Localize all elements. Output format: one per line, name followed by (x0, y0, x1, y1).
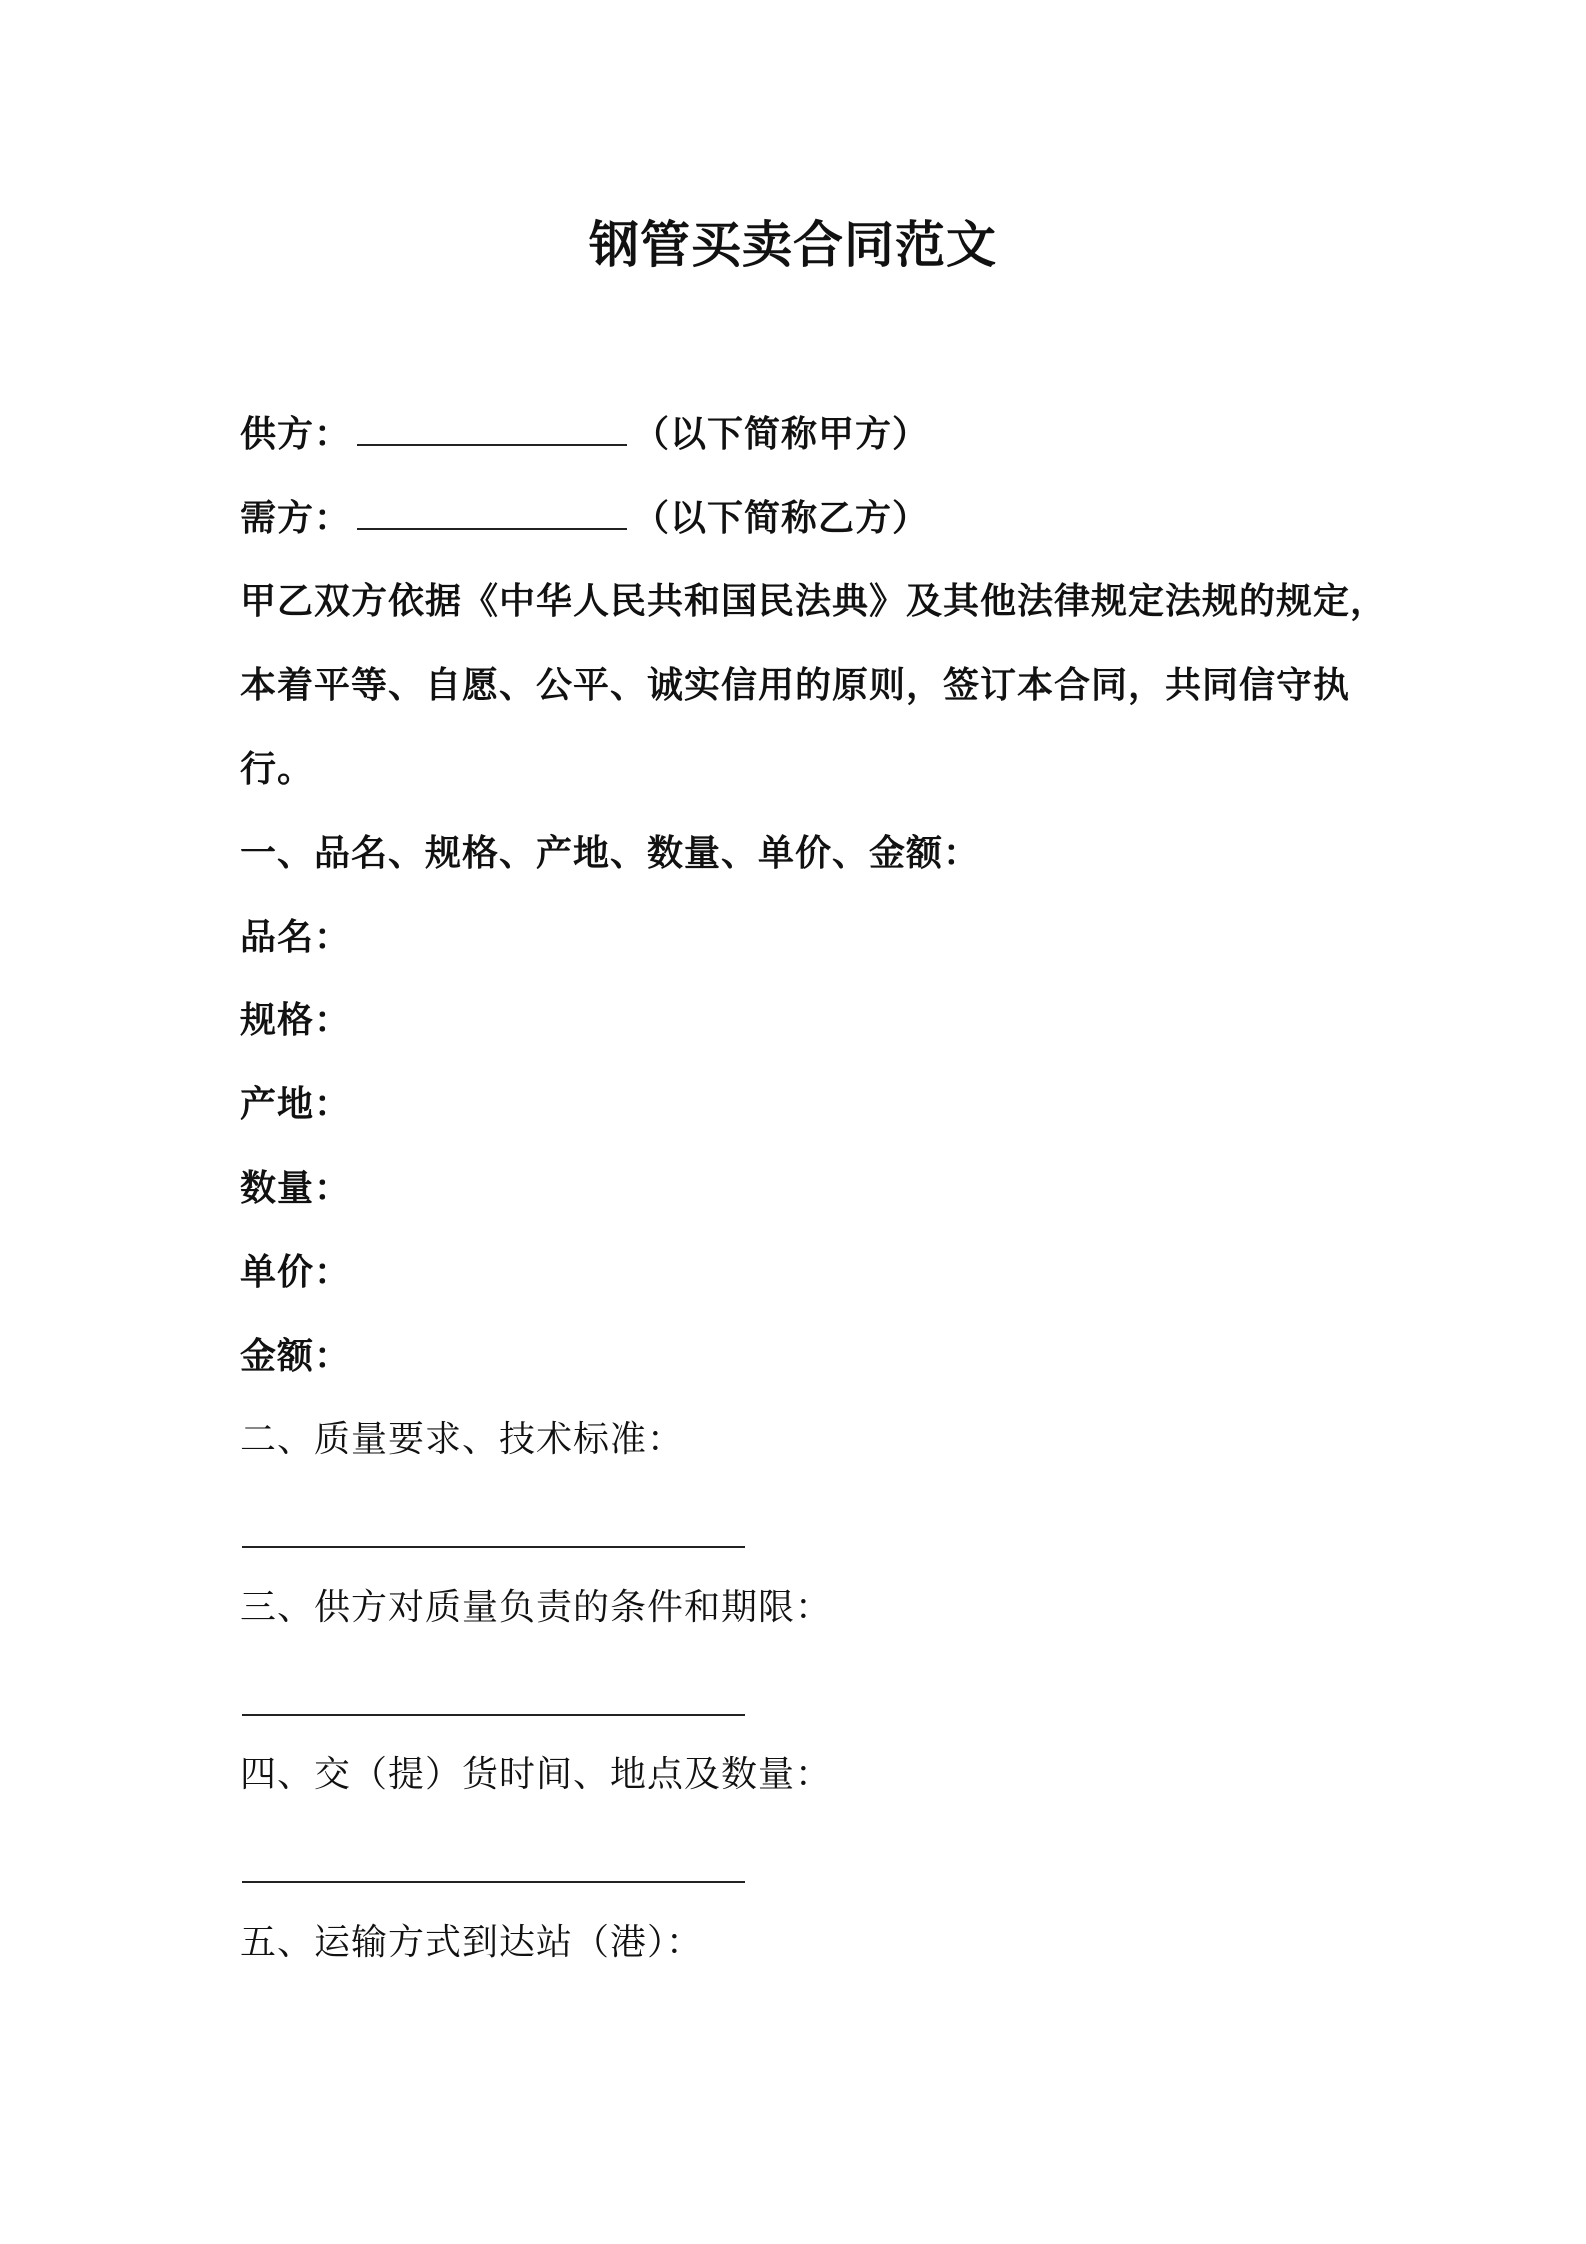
field-unit-price: 单价： (240, 1252, 352, 1293)
section-4-blank-line (242, 1881, 745, 1883)
field-name: 品名： (240, 917, 352, 958)
section-1-heading: 一、品名、规格、产地、数量、单价、金额： (240, 833, 981, 874)
buyer-line (240, 491, 929, 547)
field-amount: 金额： (240, 1336, 352, 1377)
section-3-heading: 三、供方对质量负责的条件和期限： (240, 1587, 833, 1628)
intro-line-3: 行。 (240, 749, 315, 790)
field-quantity: 数量： (240, 1168, 352, 1209)
section-2-heading: 二、质量要求、技术标准： (240, 1419, 685, 1460)
field-origin: 产地： (240, 1084, 352, 1125)
supplier-line (240, 407, 929, 463)
buyer-label: 需方： (240, 498, 352, 539)
document-title: 钢管买卖合同范文 (589, 216, 997, 274)
section-4-heading: 四、交（提）货时间、地点及数量： (240, 1754, 833, 1795)
supplier-suffix: （以下简称甲方） (633, 414, 930, 455)
buyer-suffix: （以下简称乙方） (633, 498, 930, 539)
supplier-label: 供方： (240, 414, 352, 455)
intro-line-1: 甲乙双方依据《中华人民共和国民法典》及其他法律规定法规的规定， (240, 581, 1388, 622)
supplier-blank (357, 414, 627, 446)
section-2-blank-line (242, 1546, 745, 1548)
section-3-blank-line (242, 1714, 745, 1716)
intro-line-2: 本着平等、自愿、公平、诚实信用的原则，签订本合同，共同信守执 (240, 665, 1351, 706)
field-spec: 规格： (240, 1000, 352, 1041)
buyer-blank (357, 498, 627, 530)
section-5-heading: 五、运输方式到达站（港）： (240, 1922, 704, 1963)
